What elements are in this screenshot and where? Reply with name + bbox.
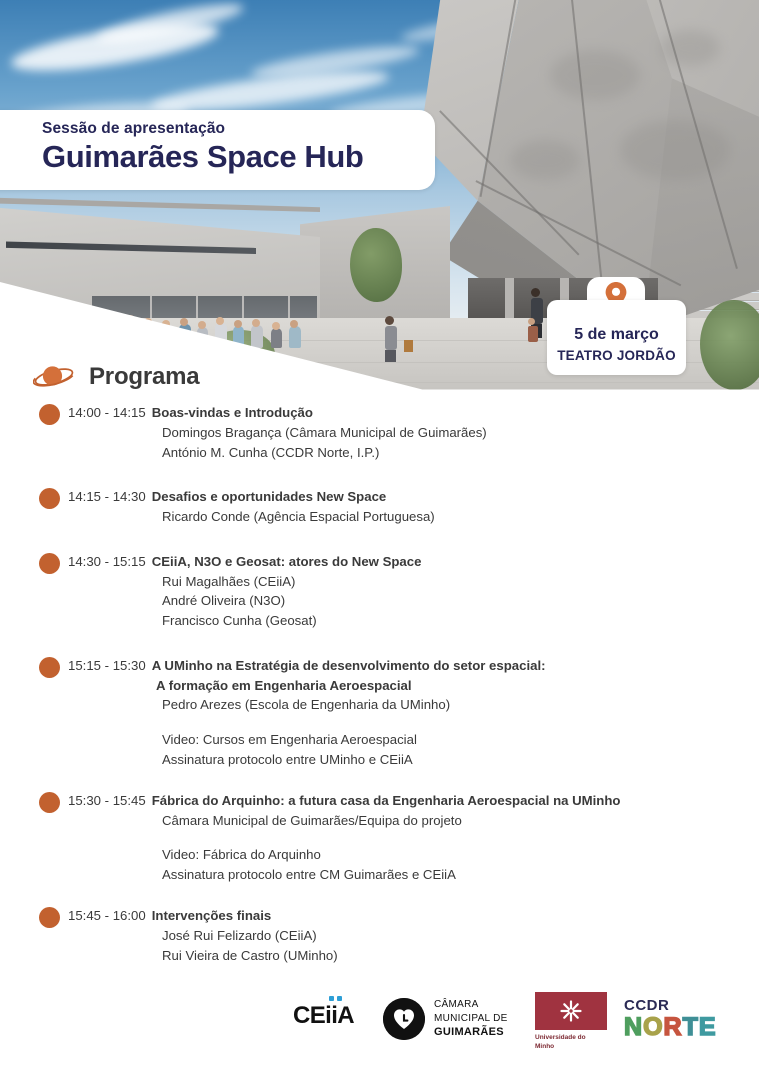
program-item-headline [68,907,759,926]
norte-letter: O [643,1013,663,1041]
universidade-do-minho-logo [535,992,607,1052]
program-item-time: 14:00 - 14:15 [68,405,146,420]
tree [350,228,402,302]
program-item-title: CEiiA, N3O e Geosat: atores do New Space [151,553,422,569]
program-item-title-line2: A formação em Engenharia Aeroespacial [156,677,412,693]
ceiia-dots-icon [329,996,342,1001]
program-item-speaker: Ricardo Conde (Agência Espacial Portuguesa) [162,509,435,525]
program-item-extra: Video: Cursos em Engenharia Aeroespacial [162,732,417,748]
program-item [0,488,759,553]
item-spacer [68,885,759,907]
bag [404,340,413,352]
program-item [0,553,759,657]
program-item-title: Fábrica do Arquinho: a futura casa da Engenharia Aeroespacial na UMinho [151,792,621,808]
program-item-headline [68,657,759,676]
item-spacer [68,631,759,657]
program-item [0,404,759,488]
norte-letter: R [663,1013,682,1041]
program-item-speaker: André Oliveira (N3O) [162,593,286,609]
program-item-extra: Assinatura protocolo entre CM Guimarães e CEiiA [162,867,456,883]
program-item-time: 15:15 - 15:30 [68,657,146,673]
cmg-line1: CÂMARA [434,999,479,1011]
program-item-title: Desafios e oportunidades New Space [151,489,387,505]
timeline-dot [39,657,60,678]
program-heading-row [33,362,199,392]
program-item-speaker: Domingos Bragança (Câmara Municipal de Guimarães) [162,424,487,440]
child-person [528,318,538,342]
timeline-dot [39,907,60,928]
walking-person [385,316,397,362]
program-item-time: 14:15 - 14:30 [68,489,146,505]
item-spacer [68,965,759,991]
page-title: Guimarães Space Hub [42,139,364,174]
program-timeline [0,404,759,991]
program-item [0,792,759,907]
program-item-time: 14:30 - 15:15 [68,553,146,569]
program-heading: Programa [89,363,200,390]
program-item-speaker: Rui Vieira de Castro (UMinho) [162,947,338,963]
program-item-title: Intervenções finais [151,907,272,923]
event-venue: TEATRO JORDÃO [557,348,676,363]
program-item-headline [68,488,759,507]
timeline-dot [39,553,60,574]
ccdr-wordmark: CCDR [624,997,670,1014]
location-badge [547,300,686,375]
item-spacer [68,462,759,488]
program-item-headline [68,404,759,423]
spacer [68,715,759,730]
planet-icon [33,362,75,392]
program-item [0,657,759,792]
ceiia-wordmark: CEiiA [293,1002,355,1029]
norte-letter: N [624,1013,643,1041]
title-card [0,110,435,190]
program-item-headline [68,553,759,572]
spacer [68,830,759,845]
program-item-speaker: António M. Cunha (CCDR Norte, I.P.) [162,444,380,460]
cmg-line3: GUIMARÃES [434,1025,504,1038]
program-item-extra: Video: Fábrica do Arquinho [162,847,321,863]
event-date: 5 de março [574,326,659,343]
camara-municipal-guimaraes-logo [383,998,508,1040]
norte-letter: T [682,1013,698,1041]
ceiia-logo [293,1002,354,1030]
uminho-caption: Universidade do Minho [535,1034,586,1050]
program-item-title: A UMinho na Estratégia de desenvolvimento do setor espacial: [151,657,546,673]
norte-letter: E [698,1013,716,1041]
norte-wordmark [624,1015,716,1040]
item-spacer [68,770,759,792]
teatro-jordao-facade [420,0,759,320]
cmg-line2: MUNICIPAL DE [434,1012,508,1024]
uminho-asterisk-icon [535,992,607,1030]
program-item-extra: Assinatura protocolo entre UMinho e CEiiA [162,752,413,768]
program-item [0,907,759,991]
program-item-headline [68,792,759,811]
event-kicker: Sessão de apresentação [42,120,226,137]
timeline-dot [39,404,60,425]
program-item-speaker: Francisco Cunha (Geosat) [162,613,317,629]
program-item-speaker: Rui Magalhães (CEiiA) [162,573,296,589]
footer-logos [0,992,759,1064]
cmg-wordmark [434,998,508,1039]
program-item-time: 15:30 - 15:45 [68,792,146,808]
timeline-dot [39,488,60,509]
item-spacer [68,527,759,553]
heart-circle-icon [383,998,425,1040]
program-item-speaker: José Rui Felizardo (CEiiA) [162,927,317,943]
program-item-speaker: Pedro Arezes (Escola de Engenharia da UMinho) [162,697,451,713]
timeline-dot [39,792,60,813]
program-item-time: 15:45 - 16:00 [68,907,146,923]
program-item-speaker: Câmara Municipal de Guimarães/Equipa do projeto [162,812,462,828]
ccdr-norte-logo [624,998,716,1040]
program-item-title: Boas-vindas e Introdução [151,405,313,420]
